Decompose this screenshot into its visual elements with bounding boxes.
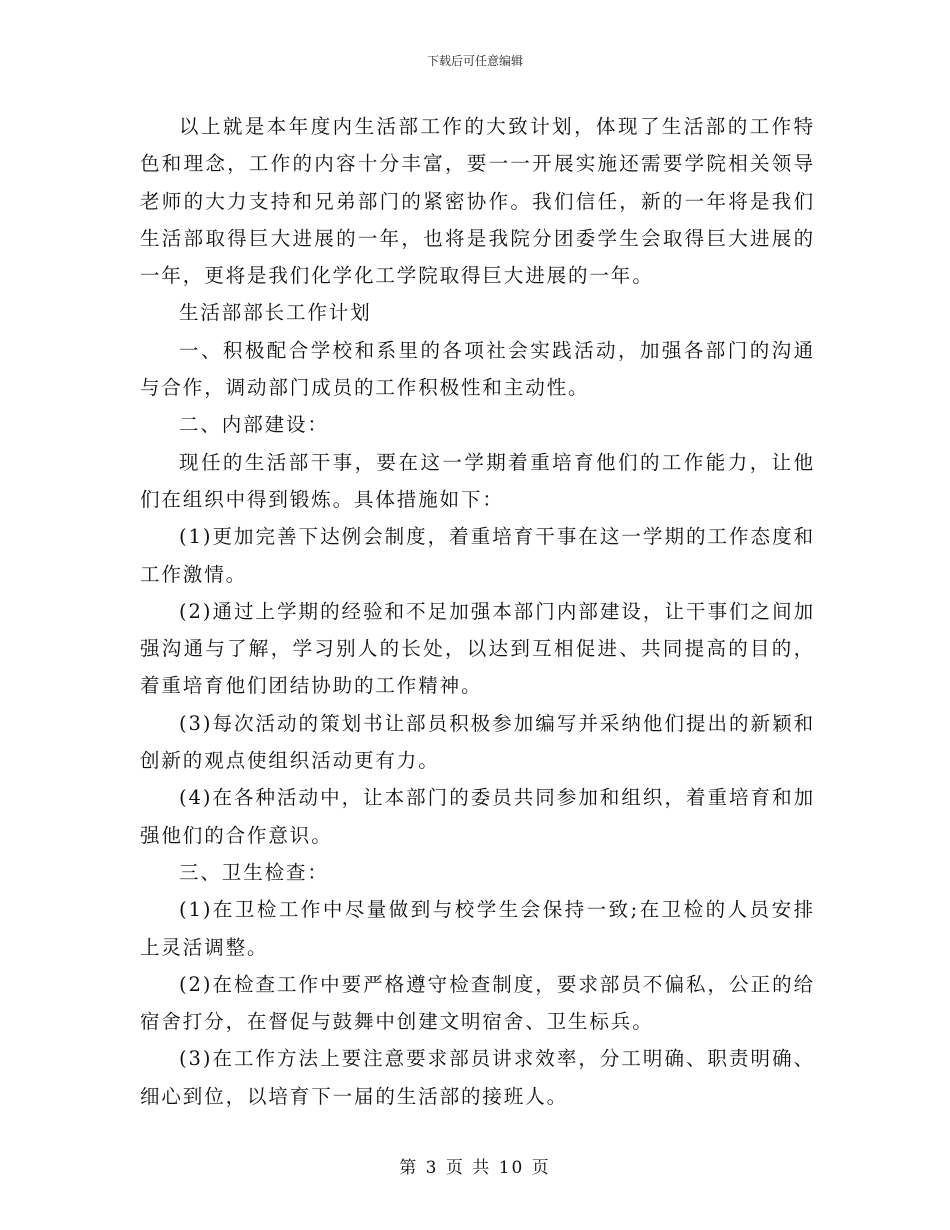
paragraph-internal-3: (3)每次活动的策划书让部员积极参加编写并采纳他们提出的新颖和创新的观点使组织活动更有力。: [140, 711, 815, 773]
section-heading-internal: 二、内部建设：: [179, 413, 329, 437]
document-body: [140, 108, 815, 1115]
paragraph-internal-intro: 现任的生活部干事，要在这一学期着重培育他们的工作能力，让他们在组织中得到锻炼。具体措施如下：: [140, 450, 815, 511]
section-title: 生活部部长工作计划: [179, 301, 372, 325]
paragraph-internal-4: (4)在各种活动中，让本部门的委员共同参加和组织，着重培育和加强他们的合作意识。: [140, 786, 815, 847]
paragraph-hygiene-1: (1)在卫检工作中尽量做到与校学生会保持一致;在卫检的人员安排上灵活调整。: [140, 898, 815, 959]
section-heading-hygiene: 三、卫生检查：: [179, 860, 329, 884]
paragraph-item-1: 一、积极配合学校和系里的各项社会实践活动，加强各部门的沟通与合作，调动部门成员的工作积极性和主动性。: [140, 338, 815, 400]
paragraph-hygiene-2: (2)在检查工作中要严格遵守检查制度，要求部员不偏私，公正的给宿舍打分，在督促与鼓舞中创建文明宿舍、卫生标兵。: [140, 972, 815, 1034]
paragraph-summary: 以上就是本年度内生活部工作的大致计划，体现了生活部的工作特色和理念，工作的内容十分丰富，要一一开展实施还需要学院相关领导老师的大力支持和兄弟部门的紧密协作。我们信任，新的一年将是我们生活部取得巨大进展的一年，也将是我院分团委学生会取得巨大进展的一年，更将是我们化学化工学院取得巨大进展的一年。: [140, 115, 815, 288]
page-footer: 第 3 页 共 10 页: [399, 1158, 551, 1178]
paragraph-internal-2: (2)通过上学期的经验和不足加强本部门内部建设，让干事们之间加强沟通与了解，学习别人的长处，以达到互相促进、共同提高的目的，着重培育他们团结协助的工作精神。: [140, 599, 815, 698]
page-header: 下载后可任意编辑: [426, 54, 523, 68]
paragraph-hygiene-3: (3)在工作方法上要注意要求部员讲求效率，分工明确、职责明确、细心到位，以培育下一届的生活部的接班人。: [140, 1047, 815, 1108]
paragraph-internal-1: (1)更加完善下达例会制度，着重培育干事在这一学期的工作态度和工作激情。: [140, 525, 815, 586]
